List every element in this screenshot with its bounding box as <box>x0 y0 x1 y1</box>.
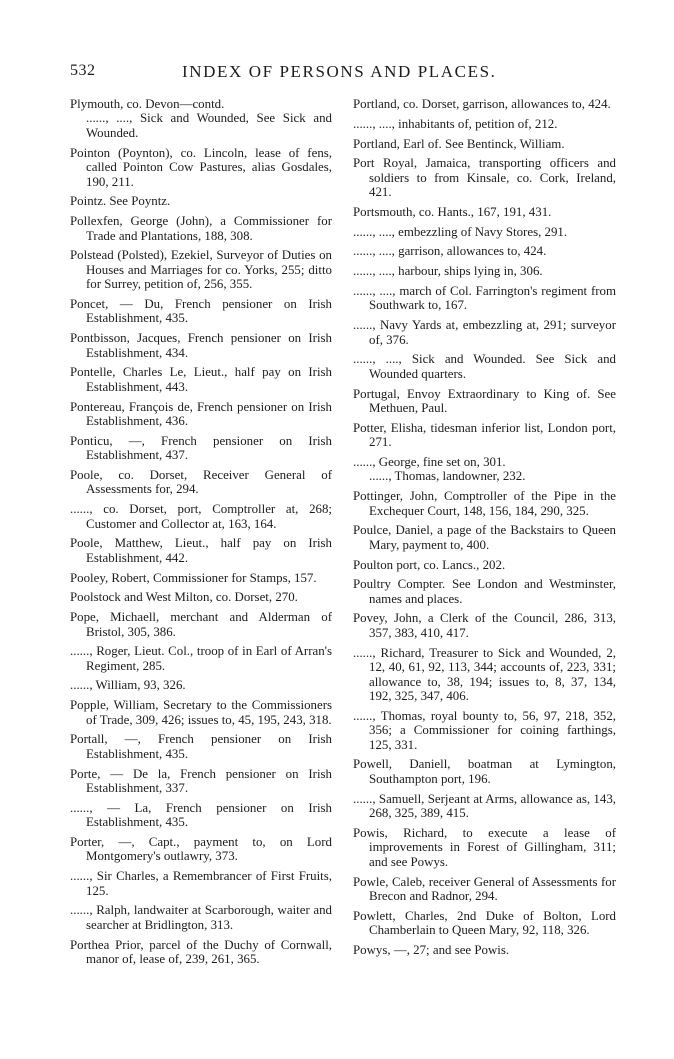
index-entry: Pollexfen, George (John), a Commissioner for Trade and Plantations, 188, 308. <box>70 214 332 243</box>
index-entry: ......, Richard, Treasurer to Sick and Wounded, 2, 12, 40, 61, 92, 113, 344; accounts of, 223, 331; allowance to, 38, 194; issues to, 8, 37, 134, 192, 325, 347, 406. <box>353 645 616 704</box>
index-entry: Poncet, — Du, French pensioner on Irish Establishment, 435. <box>70 296 332 326</box>
index-entry: Powis, Richard, to execute a lease of improvements in Forest of Gillingham, 311; and see Powys. <box>353 825 616 869</box>
index-entry: Poulce, Daniel, a page of the Backstairs to Queen Mary, payment to, 400. <box>353 523 616 552</box>
index-column-left <box>70 97 332 972</box>
page-number: 532 <box>70 62 96 79</box>
index-entry: Powlett, Charles, 2nd Duke of Bolton, Lord Chamberlain to Queen Mary, 92, 118, 326. <box>353 908 616 938</box>
index-entry: ......, Sir Charles, a Remembrancer of First Fruits, 125. <box>70 869 332 898</box>
index-entry: ......, ...., inhabitants of, petition of, 212. <box>353 116 558 131</box>
index-entry: ......, co. Dorset, port, Comptroller at, 268; Customer and Collector at, 163, 164. <box>70 502 332 531</box>
index-entry: ......, Ralph, landwaiter at Scarborough, waiter and searcher at Bridlington, 313. <box>70 903 332 932</box>
index-entry: ......, ...., harbour, ships lying in, 306. <box>353 264 543 279</box>
index-entry: ......, Samuell, Serjeant at Arms, allowance as, 143, 268, 325, 389, 415. <box>353 791 616 821</box>
index-entry: Pontereau, François de, French pensioner on Irish Establishment, 436. <box>70 399 332 428</box>
index-entry: Polstead (Polsted), Ezekiel, Surveyor of Duties on Houses and Marriages for co. Yorks, 255; ditto for Surrey, petition of, 256, 355. <box>70 248 332 292</box>
index-entry: ......, Navy Yards at, embezzling at, 291; surveyor of, 376. <box>353 318 616 347</box>
index-entry: Powle, Caleb, receiver General of Assessments for Brecon and Radnor, 294. <box>353 874 616 903</box>
index-entry: Pointon (Poynton), co. Lincoln, lease of fens, called Pointon Cow Pastures, alias Gosdales, 190, 211. <box>70 145 332 189</box>
index-entry: Poulton port, co. Lancs., 202. <box>353 557 506 572</box>
index-column-right <box>353 97 616 963</box>
index-entry: Povey, John, a Clerk of the Council, 286, 313, 357, 383, 410, 417. <box>353 611 616 640</box>
index-entry: Portsmouth, co. Hants., 167, 191, 431. <box>353 204 552 219</box>
index-entry: Popple, William, Secretary to the Commissioners of Trade, 309, 426; issues to, 45, 195, 243, 318. <box>70 698 332 727</box>
index-entry: Portugal, Envoy Extraordinary to King of. See Methuen, Paul. <box>353 386 616 415</box>
index-entry: ......, ...., Sick and Wounded. See Sick and Wounded quarters. <box>353 352 616 381</box>
index-entry: Poultry Compter. See London and Westminster, names and places. <box>353 577 616 606</box>
index-entry: Pontbisson, Jacques, French pensioner on Irish Establishment, 434. <box>70 331 332 360</box>
index-entry: Porter, —, Capt., payment to, on Lord Montgomery's outlawry, 373. <box>70 835 332 864</box>
index-entry: Poole, co. Dorset, Receiver General of Assessments for, 294. <box>70 467 332 497</box>
index-entry: Portland, Earl of. See Bentinck, William. <box>353 136 565 151</box>
index-entry: ......, ...., march of Col. Farrington's regiment from Southwark to, 167. <box>353 283 616 313</box>
index-entry: Poole, Matthew, Lieut., half pay on Irish Establishment, 442. <box>70 536 332 565</box>
index-entry: Pooley, Robert, Commissioner for Stamps, 157. <box>70 570 317 585</box>
index-entry: ......, Roger, Lieut. Col., troop of in Earl of Arran's Regiment, 285. <box>70 644 332 673</box>
index-entry: Powys, —, 27; and see Powis. <box>353 942 510 957</box>
index-entry: Plymouth, co. Devon—contd. ......, ...., Sick and Wounded, See Sick and Wounded. <box>70 97 332 140</box>
index-entry: Portall, —, French pensioner on Irish Establishment, 435. <box>70 732 332 761</box>
index-entry: Poolstock and West Milton, co. Dorset, 270. <box>70 590 298 605</box>
index-entry: ......, ...., embezzling of Navy Stores, 291. <box>353 224 568 239</box>
index-entry: ......, William, 93, 326. <box>70 678 186 693</box>
index-entry: ......, Thomas, royal bounty to, 56, 97, 218, 352, 356; a Commissioner for coining farthings, 125, 331. <box>353 708 616 752</box>
index-entry: Portland, co. Dorset, garrison, allowances to, 424. <box>353 97 611 111</box>
index-entry: Port Royal, Jamaica, transporting officers and soldiers to from Kinsale, co. Cork, Ireland, 421. <box>353 156 616 200</box>
index-entry: Porthea Prior, parcel of the Duchy of Cornwall, manor of, lease of, 239, 261, 365. <box>70 937 332 967</box>
index-entry: Potter, Elisha, tidesman inferior list, London port, 271. <box>353 420 616 450</box>
index-entry: Pope, Michaell, merchant and Alderman of Bristol, 305, 386. <box>70 610 332 639</box>
index-entry: Pontelle, Charles Le, Lieut., half pay on Irish Establishment, 443. <box>70 365 332 394</box>
running-title: INDEX OF PERSONS AND PLACES. <box>182 62 497 81</box>
index-entry: Ponticu, —, French pensioner on Irish Establishment, 437. <box>70 433 332 463</box>
page-header <box>70 62 630 88</box>
index-entry: ......, ...., garrison, allowances to, 424. <box>353 244 547 259</box>
index-entry: ......, — La, French pensioner on Irish Establishment, 435. <box>70 800 332 830</box>
index-entry: Pointz. See Poyntz. <box>70 194 171 209</box>
index-entry: Powell, Daniell, boatman at Lymington, Southampton port, 196. <box>353 757 616 786</box>
index-entry: Pottinger, John, Comptroller of the Pipe in the Exchequer Court, 148, 156, 184, 290, 325. <box>353 489 616 518</box>
index-entry: ......, George, fine set on, 301. ......, Thomas, landowner, 232. <box>353 454 526 484</box>
index-entry: Porte, — De la, French pensioner on Irish Establishment, 337. <box>70 766 332 796</box>
